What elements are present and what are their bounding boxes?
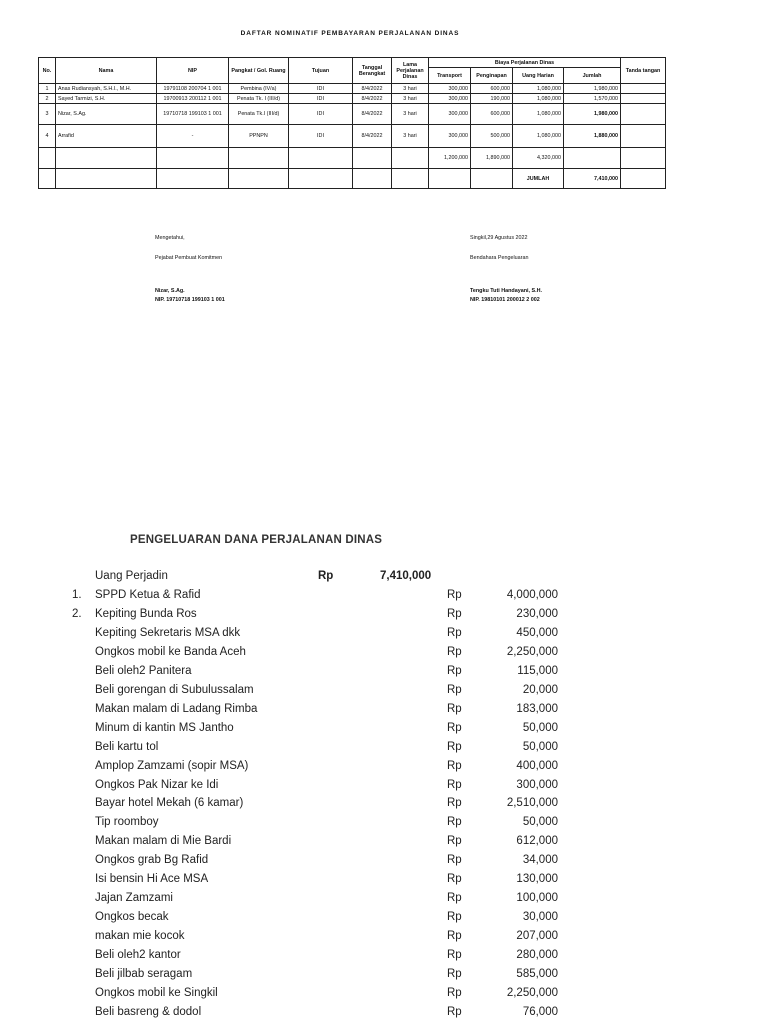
cell-jumlah: 1,570,000 [564,94,621,104]
expense-item [0,835,768,854]
expenses-header-amount: 7,410,000 [380,570,432,582]
expense-amount: 130,000 [516,873,558,886]
expense-amount: 50,000 [522,816,558,829]
cell-pangkat: PPNPN [229,125,289,148]
cell-pangkat: Penata Tk. I (III/d) [229,94,289,104]
header-pangkat: Pangkat / Gol. Ruang [229,58,289,84]
expenses-header-currency: Rp [318,570,334,582]
expense-currency: Rp [447,797,462,810]
expense-amount: 4,000,000 [506,589,558,601]
expense-item [0,873,768,892]
cell-nip: 19710718 199103 1 001 [157,104,229,125]
cell-tanda-tangan [621,84,666,94]
expense-currency: Rp [447,721,462,734]
expense-item [0,968,768,987]
expense-amount: 76,000 [522,1005,558,1018]
cell-tanda-tangan [621,104,666,125]
expense-item [0,1006,768,1025]
expense-label: Beli basreng & dodol [95,1005,202,1018]
expense-item [0,816,768,835]
cell-uang-harian: 1,080,000 [513,104,564,125]
nominative-table [38,57,666,189]
expense-label: SPPD Ketua & Rafid [95,589,201,601]
expense-label: Beli oleh2 kantor [95,949,181,962]
signature-right-line1: Singkil,29 Agustus 2022 [470,235,528,241]
header-tanda-tangan: Tanda tangan [621,58,666,84]
expense-item [0,646,768,665]
signature-right-line2: Bendahara Pengeluaran [470,255,529,261]
expense-label: Ongkos Pak Nizar ke Idi [95,778,219,791]
cell-nip: 19791108 200704 1 001 [157,84,229,94]
expense-currency: Rp [447,664,462,677]
expense-item [0,854,768,873]
cell-jumlah: 1,980,000 [564,84,621,94]
cell-tanggal: 8/4/2022 [353,84,392,94]
expense-item [0,589,768,608]
header-penginapan: Penginapan [471,68,513,84]
table-row [39,104,666,125]
expense-label: Ongkos grab Bg Rafid [95,854,209,867]
expense-amount: 450,000 [516,626,558,639]
signature-left-nip: NIP. 19710718 199103 1 001 [155,297,225,303]
expense-item [0,722,768,741]
expenses-title: PENGELUARAN DANA PERJALANAN DINAS [130,534,383,546]
cell-jumlah: 1,980,000 [564,104,621,125]
expense-amount: 230,000 [516,607,558,620]
total-transport: 1,200,000 [429,148,471,169]
expense-amount: 2,250,000 [506,645,558,658]
expense-item [0,797,768,816]
expense-number: 2. [72,607,82,620]
expense-amount: 612,000 [516,835,558,848]
expense-item [0,665,768,684]
expense-amount: 207,000 [516,930,558,943]
header-biaya: Biaya Perjalanan Dinas [429,58,621,68]
expense-item [0,892,768,911]
expense-currency: Rp [447,683,462,696]
expense-label: Kepiting Sekretaris MSA dkk [95,626,241,639]
cell-lama: 3 hari [392,104,429,125]
expense-currency: Rp [447,930,462,943]
expense-label: Kepiting Bunda Ros [95,607,197,620]
expense-item [0,987,768,1006]
expense-amount: 34,000 [522,854,558,867]
cell-lama: 3 hari [392,125,429,148]
grand-total-row [39,169,666,189]
cell-tanggal: 8/4/2022 [353,104,392,125]
expense-label: Ongkos mobil ke Singkil [95,986,218,999]
signature-right [470,233,542,305]
header-transport: Transport [429,68,471,84]
expense-item [0,760,768,779]
cell-tanggal: 8/4/2022 [353,125,392,148]
cell-no: 1 [39,84,56,94]
expense-amount: 280,000 [516,949,558,962]
cell-penginapan: 600,000 [471,104,513,125]
cell-nip: 19700913 200112 1 001 [157,94,229,104]
cell-tanda-tangan [621,94,666,104]
expense-currency: Rp [447,816,462,829]
expense-currency: Rp [447,702,462,715]
expense-label: Isi bensin Hi Ace MSA [95,873,209,886]
cell-transport: 300,000 [429,104,471,125]
expense-amount: 115,000 [517,664,558,677]
cell-tanggal: 8/4/2022 [353,94,392,104]
expense-amount: 300,000 [516,778,558,791]
header-uang-harian: Uang Harian [513,68,564,84]
expense-item [0,741,768,760]
expense-currency: Rp [447,873,462,886]
expense-amount: 30,000 [522,911,558,924]
expense-label: Ongkos becak [95,911,169,924]
expense-currency: Rp [447,854,462,867]
cell-nip: - [157,125,229,148]
cell-tujuan: IDI [289,125,353,148]
cell-no: 4 [39,125,56,148]
expense-amount: 2,510,000 [506,797,558,810]
cell-tujuan: IDI [289,84,353,94]
expense-amount: 20,000 [522,683,558,696]
table-row [39,94,666,104]
totals-row [39,148,666,169]
table-row [39,84,666,94]
cell-transport: 300,000 [429,125,471,148]
expense-currency: Rp [447,986,462,999]
expenses-header-label: Uang Perjadin [95,570,168,582]
expense-amount: 50,000 [522,740,558,753]
document-title: DAFTAR NOMINATIF PEMBAYARAN PERJALANAN DINAS [240,30,460,37]
header-nama: Nama [56,58,157,84]
expense-item [0,949,768,968]
cell-no: 2 [39,94,56,104]
expense-item [0,930,768,949]
header-nip: NIP [157,58,229,84]
expense-label: Beli gorengan di Subulussalam [95,683,254,696]
expense-label: Amplop Zamzami (sopir MSA) [95,759,249,772]
expense-item [0,608,768,627]
grand-total-label: JUMLAH [513,169,564,189]
cell-pangkat: Penata Tk.I (III/d) [229,104,289,125]
cell-transport: 300,000 [429,84,471,94]
expense-amount: 585,000 [516,968,558,980]
signature-left-name: Nizar, S.Ag. [155,288,185,294]
signature-right-nip: NIP. 19810101 200012 2 002 [470,297,540,303]
expenses-header-row [0,570,768,589]
header-jumlah: Jumlah [564,68,621,84]
cell-nama: Nizar, S.Ag. [56,104,157,125]
expense-label: Beli kartu tol [95,740,159,753]
expense-currency: Rp [447,759,462,772]
cell-lama: 3 hari [392,84,429,94]
expense-currency: Rp [447,626,462,639]
expense-label: makan mie kocok [95,930,185,943]
grand-total-value: 7,410,000 [564,169,621,189]
cell-lama: 3 hari [392,94,429,104]
cell-tanda-tangan [621,125,666,148]
cell-tujuan: IDI [289,94,353,104]
table-row [39,125,666,148]
expense-label: Jajan Zamzami [95,892,173,905]
signature-left-line1: Mengetahui, [155,235,185,241]
expense-amount: 2,250,000 [506,986,558,999]
expense-item [0,703,768,722]
cell-jumlah: 1,880,000 [564,125,621,148]
cell-nama: Anas Rudiansyah, S.H.I., M.H. [56,84,157,94]
expense-label: Makan malam di Mie Bardi [95,835,232,848]
cell-nama: Sayed Tarmizi, S.H. [56,94,157,104]
cell-penginapan: 190,000 [471,94,513,104]
cell-penginapan: 500,000 [471,125,513,148]
expense-currency: Rp [447,740,462,753]
header-tujuan: Tujuan [289,58,353,84]
signature-left [155,233,225,305]
expense-item [0,779,768,798]
expense-label: Beli oleh2 Panitera [95,664,192,677]
cell-no: 3 [39,104,56,125]
cell-pangkat: Pembina (IV/a) [229,84,289,94]
cell-uang-harian: 1,080,000 [513,94,564,104]
cell-penginapan: 600,000 [471,84,513,94]
header-lama: Lama Perjalanan Dinas [392,58,429,84]
expense-currency: Rp [447,892,462,905]
expense-label: Ongkos mobil ke Banda Aceh [95,645,246,658]
expense-currency: Rp [447,835,462,848]
expense-item [0,911,768,930]
cell-transport: 300,000 [429,94,471,104]
expense-item [0,684,768,703]
expense-label: Beli jilbab seragam [95,968,193,980]
header-tanggal: Tanggal Berangkat [353,58,392,84]
expense-amount: 183,000 [516,702,558,715]
expense-label: Makan malam di Ladang Rimba [95,702,258,715]
total-uang-harian: 4,320,000 [513,148,564,169]
expense-currency: Rp [447,949,462,962]
signature-right-name: Tengku Tuti Handayani, S.H. [470,288,542,294]
cell-uang-harian: 1,080,000 [513,84,564,94]
expense-label: Minum di kantin MS Jantho [95,721,234,734]
expense-label: Bayar hotel Mekah (6 kamar) [95,797,244,810]
expense-currency: Rp [447,778,462,791]
expense-label: Tip roomboy [95,816,159,829]
expense-amount: 100,000 [516,892,558,905]
expense-currency: Rp [447,968,462,980]
expense-number: 1. [72,589,82,601]
expense-amount: 400,000 [516,759,558,772]
cell-uang-harian: 1,080,000 [513,125,564,148]
expense-currency: Rp [447,911,462,924]
expense-item [0,627,768,646]
expense-currency: Rp [447,1005,462,1018]
expense-amount: 50,000 [522,721,558,734]
expense-currency: Rp [447,607,462,620]
expense-currency: Rp [447,645,462,658]
cell-nama: Arrafid [56,125,157,148]
cell-tujuan: IDI [289,104,353,125]
total-penginapan: 1,890,000 [471,148,513,169]
signature-left-line2: Pejabat Pembuat Komitmen [155,255,223,261]
expense-currency: Rp [447,589,462,601]
header-no: No. [39,58,56,84]
